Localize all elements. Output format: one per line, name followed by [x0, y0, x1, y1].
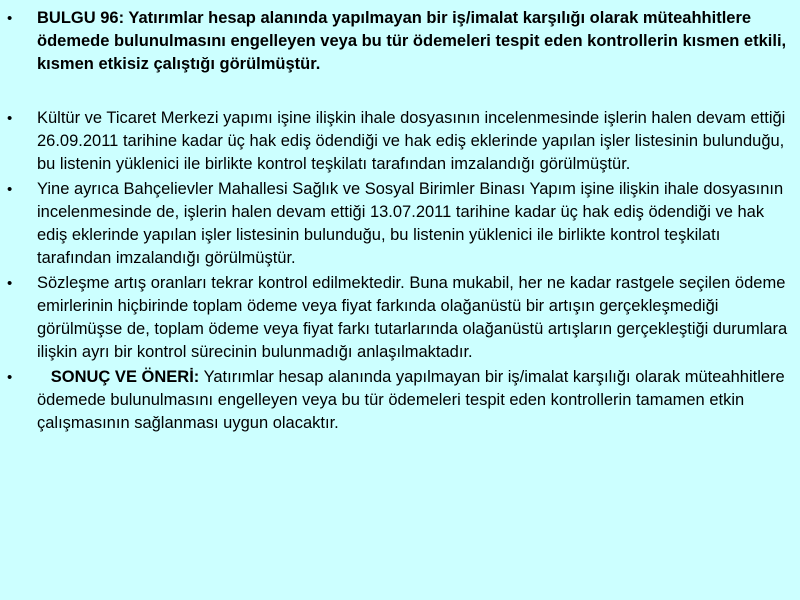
bullet-icon: • — [7, 10, 13, 27]
health-building-item — [7, 178, 794, 270]
conclusion-item — [7, 366, 794, 435]
bullet-icon: • — [7, 181, 13, 198]
culture-center-item — [7, 107, 794, 176]
contract-increase-text: Sözleşme artış oranları tekrar kontrol edilmektedir. Buna mukabil, her ne kadar rastgele seçilen ödeme emirlerinin hiçbirinde toplam ödeme veya fiyat farkında olağanüstü bir artışın gerçekleşmediği görülmüşse de, toplam ödeme veya fiyat farkı tutarlarında olağanüstü artışların gerçekleştiği durumlara ilişkin ayrı bir kontrol sürecinin bulunmadığı anlaşılmaktadır. — [37, 274, 788, 361]
bullet-list — [7, 7, 794, 435]
contract-increase-item — [7, 272, 794, 364]
bullet-icon: • — [7, 369, 13, 386]
health-building-text: Yine ayrıca Bahçelievler Mahallesi Sağlık ve Sosyal Birimler Binası Yapım işine ilişkin ihale dosyasının incelenmesinde de, işlerin halen devam ettiği 13.07.2011 tarihine kadar üç hak ediş ödendiği ve hak ediş eklerinde yapılan işler listesinin bulunduğu, bu listenin yüklenici ile birlikte kontrol teşkilatı tarafından imzalandığı görülmüştür. — [37, 180, 784, 267]
conclusion-body: Yatırımlar hesap alanında yapılmayan bir iş/imalat karşılığı olarak müteahhitlere ödemede bulunulmasını engelleyen veya bu tür ödemeleri tespit eden kontrollerin tamamen etkin çalışmasının sağlanması uygun olacaktır. — [37, 368, 785, 432]
finding-96-item — [7, 7, 794, 76]
bullet-icon: • — [7, 110, 13, 127]
conclusion-text — [37, 366, 794, 435]
conclusion-label: SONUÇ VE ÖNERİ: — [50, 368, 200, 386]
culture-center-text: Kültür ve Ticaret Merkezi yapımı işine ilişkin ihale dosyasının incelenmesinde işlerin halen devam ettiği 26.09.2011 tarihine kadar üç hak ediş ödendiği ve hak ediş eklerinde yapılan işler listesinin bulunduğu, bu listenin yüklenici ile birlikte kontrol teşkilatı tarafından imzalandığı görülmüştür. — [37, 109, 786, 173]
bullet-icon: • — [7, 275, 13, 292]
finding-96-text: BULGU 96: Yatırımlar hesap alanında yapılmayan bir iş/imalat karşılığı olarak müteahhitlere ödemede bulunulmasını engelleyen veya bu tür ödemeleri tespit eden kontrollerin kısmen etkili, kısmen etkisiz çalıştığı görülmüştür. — [37, 9, 787, 73]
